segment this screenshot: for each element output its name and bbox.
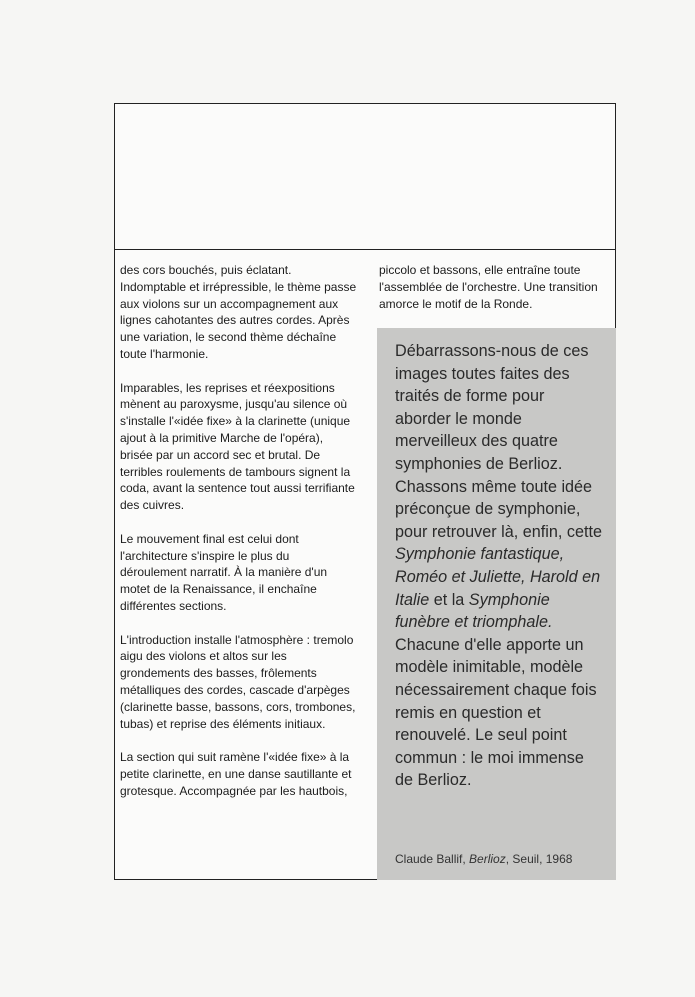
quote-part: Débarrassons-nous de ces images toutes faites des traités de forme pour aborder le monde merveilleux des quatre symphonies de Berlioz. Chassons même toute idée préconçue de symphonie, pour retrouver là, enfin, cette <box>395 342 602 541</box>
paragraph: La section qui suit ramène l'«idée fixe» à la petite clarinette, en une danse sautillante et grotesque. Accompagnée par les hautbois, <box>120 750 352 798</box>
citation-author: Claude Ballif, <box>395 852 470 866</box>
citation-work: Berlioz <box>469 852 506 866</box>
paragraph: Le mouvement final est celui dont l'architecture s'inspire le plus du déroulement narratif. À la manière d'un motet de la Renaissance, il enchaîne différentes sections. <box>120 531 328 613</box>
citation-publisher: , Seuil, 1968 <box>505 852 573 866</box>
quote-text <box>395 340 604 792</box>
page-frame <box>114 103 616 880</box>
right-column <box>379 262 615 312</box>
paragraph: des cors bouchés, puis éclatant. Indomptable et irrépressible, le thème passe aux violons sur un accompagnement aux lignes cahotantes des autres cordes. Après une variation, le second thème déchaîne toute l'harmonie. <box>120 263 357 361</box>
quote-part: et la <box>429 590 469 609</box>
paragraph: Imparables, les reprises et réexpositions mènent au paroxysme, jusqu'au silence où s'installe l'«idée fixe» à la clarinette (unique ajout à la primitive Marche de l'opéra), brisée par un accord sec et brutal. De terribles roulements de tambours signent la coda, avant la sentence tout aussi terrifiante des cuivres. <box>120 380 355 513</box>
left-column <box>120 262 358 816</box>
quote-title: Symphonie funèbre et triomphale. <box>395 590 553 632</box>
image-placeholder-box <box>115 104 615 250</box>
quote-part: Chacune d'elle apporte un modèle inimitable, modèle nécessairement chaque fois remis en question et renouvelé. Le seul point commun : le moi immense de Berlioz. <box>395 635 597 790</box>
quote-citation <box>395 852 572 866</box>
quote-title: Symphonie fantastique, Roméo et Juliette, Harold en Italie <box>395 545 601 609</box>
paragraph: piccolo et bassons, elle entraîne toute l'assemblée de l'orchestre. Une transition amorce le motif de la Ronde. <box>379 263 598 311</box>
quote-box <box>377 328 616 880</box>
paragraph: L'introduction installe l'atmosphère : tremolo aigu des violons et altos sur les grondements des basses, frôlements métalliques des cordes, cascade d'arpèges (clarinette basse, bassons, cors, trombones, tubas) et reprise des éléments initiaux. <box>120 632 356 731</box>
